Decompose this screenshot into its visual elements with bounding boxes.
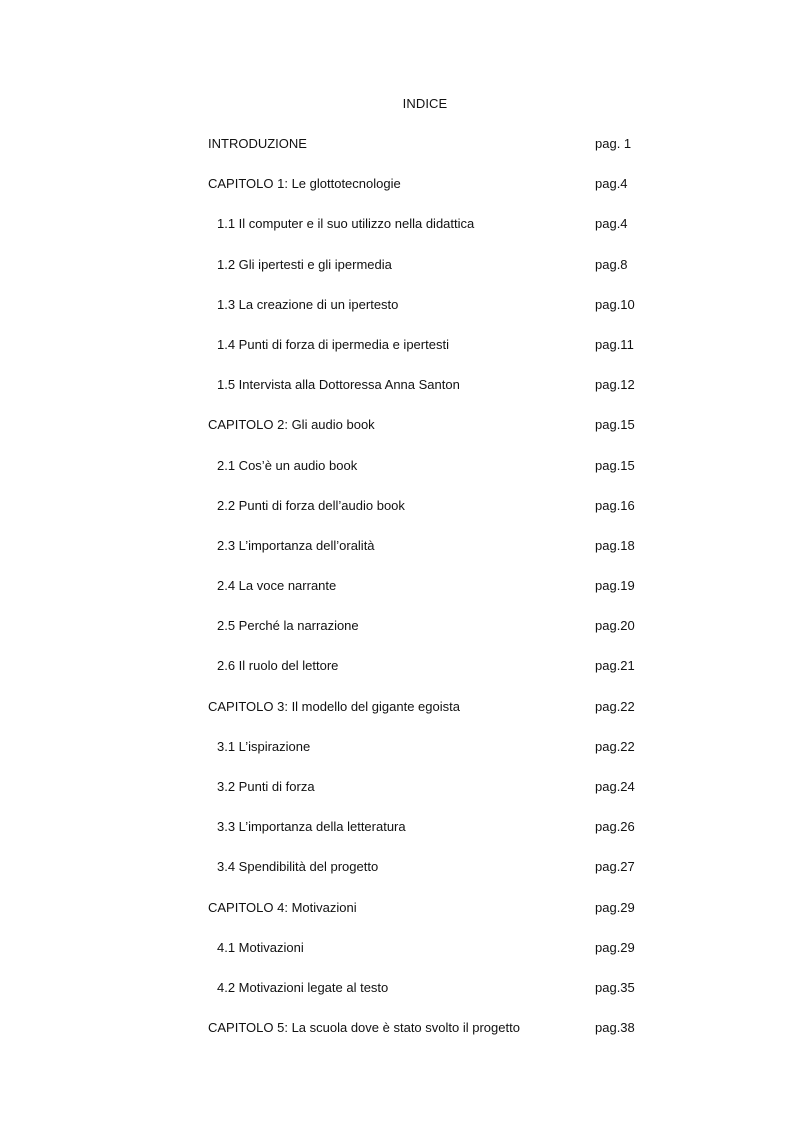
toc-entry-label: 3.4 Spendibilità del progetto <box>217 859 379 875</box>
toc-entry <box>208 699 648 739</box>
toc-entry-page: pag.22 <box>595 698 635 714</box>
toc-entry <box>208 739 648 779</box>
toc-entry <box>208 859 648 899</box>
toc-entry <box>208 618 648 658</box>
toc-entry <box>208 257 648 297</box>
toc-entry <box>208 216 648 256</box>
toc-entry-label: 2.3 L’importanza dell’oralità <box>217 537 375 553</box>
toc-entry <box>208 136 648 176</box>
toc-entry-label: CAPITOLO 3: Il modello del gigante egoista <box>208 698 460 714</box>
toc-entry-page: pag.22 <box>595 738 635 754</box>
toc-entry <box>208 417 648 457</box>
toc-entry <box>208 658 648 698</box>
toc-entry-page: pag.35 <box>595 979 635 995</box>
toc-entry-label: 1.4 Punti di forza di ipermedia e ipertesti <box>217 336 449 352</box>
toc-entry-label: INTRODUZIONE <box>208 136 307 151</box>
toc-entry <box>208 458 648 498</box>
toc-entry-label: 1.2 Gli ipertesti e gli ipermedia <box>217 256 392 272</box>
toc-entry-label: CAPITOLO 2: Gli audio book <box>208 417 375 433</box>
toc-entry-label: 3.2 Punti di forza <box>217 779 315 794</box>
toc-entry-page: pag.15 <box>595 457 635 473</box>
toc-entry-label: 2.6 Il ruolo del lettore <box>217 658 339 674</box>
toc-entry-page: pag.24 <box>595 779 635 794</box>
toc-entry <box>208 779 648 819</box>
toc-entry-label: 1.3 La creazione di un ipertesto <box>217 296 399 312</box>
toc-entry <box>208 980 648 1020</box>
toc-entry-label: 2.5 Perché la narrazione <box>217 618 359 634</box>
toc-entry <box>208 498 648 538</box>
toc-entry-page: pag. 1 <box>595 136 632 151</box>
toc-entry-label: CAPITOLO 5: La scuola dove è stato svolto il progetto <box>208 1020 520 1036</box>
toc-entry-label: CAPITOLO 4: Motivazioni <box>208 899 357 915</box>
toc-entry-label: 2.2 Punti di forza dell’audio book <box>217 497 405 513</box>
toc-entry-page: pag.29 <box>595 899 635 915</box>
toc-entry-page: pag.15 <box>595 417 635 433</box>
toc-entry-label: 3.3 L’importanza della letteratura <box>217 819 406 835</box>
toc-entry-page: pag.19 <box>595 578 635 594</box>
toc-entry <box>208 819 648 859</box>
page-title: INDICE <box>402 96 448 111</box>
toc-entry-label: 3.1 L’ispirazione <box>217 738 311 754</box>
toc-entry-label: 4.2 Motivazioni legate al testo <box>217 979 389 995</box>
toc-entry <box>208 538 648 578</box>
toc-entry <box>208 900 648 940</box>
toc-entry-label: 2.1 Cos’è un audio book <box>217 457 358 473</box>
toc-entry-page: pag.21 <box>595 658 635 674</box>
toc-entry <box>208 337 648 377</box>
toc-entry-page: pag.18 <box>595 537 635 553</box>
toc-entry <box>208 940 648 980</box>
toc-entry-label: 2.4 La voce narrante <box>217 578 337 594</box>
toc-entry-page: pag.10 <box>595 296 635 312</box>
toc-entry-page: pag.4 <box>595 176 628 192</box>
toc-entry <box>208 297 648 337</box>
toc-entry-page: pag.12 <box>595 377 635 393</box>
toc-entry-page: pag.4 <box>595 216 628 232</box>
toc-entry-label: 1.1 Il computer e il suo utilizzo nella didattica <box>217 216 475 232</box>
toc-entry <box>208 377 648 417</box>
toc-entry-page: pag.20 <box>595 618 635 634</box>
toc-entry <box>208 578 648 618</box>
toc-entry-label: 1.5 Intervista alla Dottoressa Anna Santon <box>217 377 460 393</box>
toc-entry-page: pag.8 <box>595 256 628 272</box>
toc-entry-page: pag.16 <box>595 497 635 513</box>
toc-entry-page: pag.38 <box>595 1020 635 1036</box>
toc-entry-page: pag.29 <box>595 939 635 955</box>
toc-entry-page: pag.11 <box>595 336 634 352</box>
toc-entry <box>208 1020 648 1060</box>
table-of-contents <box>208 136 648 1060</box>
toc-entry-label: CAPITOLO 1: Le glottotecnologie <box>208 176 401 192</box>
toc-entry-page: pag.26 <box>595 819 635 835</box>
toc-entry-page: pag.27 <box>595 859 635 875</box>
toc-entry-label: 4.1 Motivazioni <box>217 939 304 955</box>
toc-entry <box>208 176 648 216</box>
